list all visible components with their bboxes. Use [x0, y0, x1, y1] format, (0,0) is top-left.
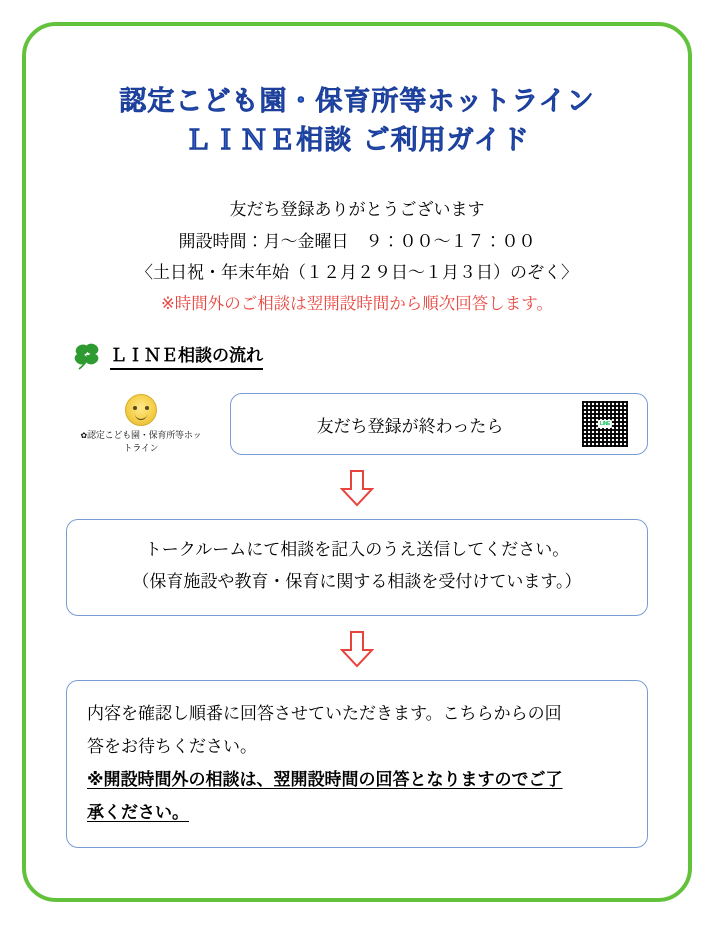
- arrow-2-wrap: [66, 630, 648, 668]
- step-3-line-2: 答をお待ちください。: [87, 736, 257, 756]
- down-arrow-icon: [340, 469, 374, 507]
- step-2-line-1: トークルームにて相談を記入のうえ送信してください。: [144, 540, 570, 560]
- title-line-2: ＬＩＮＥ相談 ご利用ガイド: [184, 125, 530, 157]
- flow-diagram: [66, 393, 648, 848]
- account-name-mark: ✿: [80, 431, 88, 441]
- account-name-line-2: トライン: [123, 442, 159, 453]
- step-3-line-3: ※開設時間外の相談は、翌開設時間の回答となりますのでご了: [87, 769, 563, 789]
- intro-hours: 開設時間：月〜金曜日 ９：００〜１７：００: [178, 231, 536, 251]
- section-title-text: ＬＩＮＥ相談の流れ: [110, 345, 263, 370]
- step-3-box: [66, 680, 648, 849]
- flow-step-1-row: [66, 393, 648, 455]
- page-title: [66, 82, 648, 160]
- step-3-line-1: 内容を確認し順番に回答させていただきます。こちらからの回: [87, 703, 562, 723]
- account-name-line-1: [66, 429, 216, 442]
- step-2-line-2: （保育施設や教育・保育に関する相談を受付けています。）: [132, 572, 582, 592]
- intro-block: [66, 194, 648, 319]
- intro-greeting: 友だち登録ありがとうございます: [229, 200, 485, 220]
- intro-note: ※時間外のご相談は翌開設時間から順次回答します。: [160, 294, 553, 313]
- flow-section-heading: [66, 345, 648, 375]
- step-1-text: 友だち登録が終わったら: [316, 416, 504, 436]
- arrow-1-wrap: [66, 469, 648, 507]
- account-name-text-1: 認定こども園・保育所等ホッ: [87, 430, 202, 441]
- avatar: [125, 394, 157, 426]
- line-account-card: [66, 394, 216, 454]
- document-content: [22, 22, 692, 902]
- step-3-line-4: 承ください。: [87, 803, 189, 823]
- step-2-box: [66, 519, 648, 616]
- down-arrow-icon: [340, 630, 374, 668]
- title-line-1: 認定こども園・保育所等ホットライン: [119, 86, 595, 117]
- qr-code-icon[interactable]: [581, 400, 629, 448]
- clover-icon: [70, 341, 104, 371]
- intro-closed-days: 〈土日祝・年末年始（１２月２９日〜１月３日）のぞく〉: [136, 263, 578, 283]
- step-1-box: [230, 393, 648, 455]
